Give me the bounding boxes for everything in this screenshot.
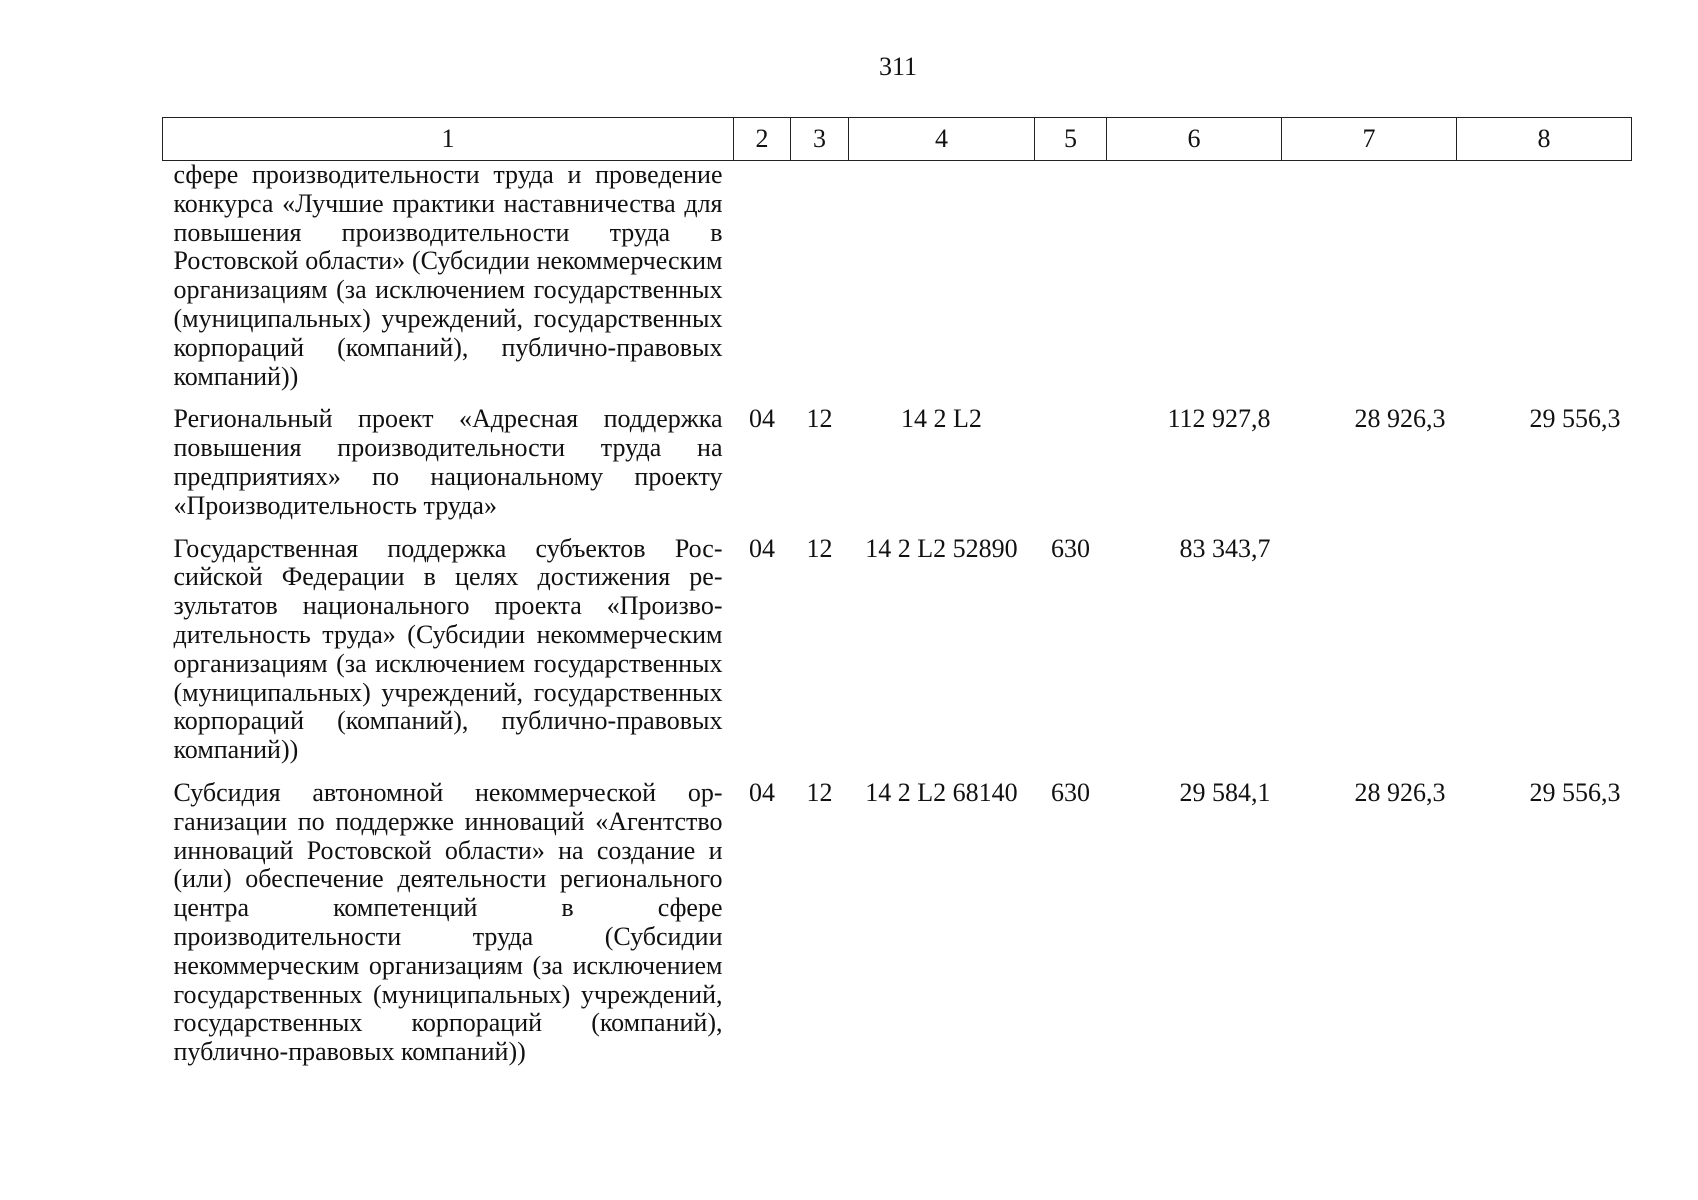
row-description: Субсидия автономной некоммерческой организации по поддержке инноваций «Агентство инноваций Ростовской области» на создание и (или) обеспечение деятельности регионального центра компетенций в сфере производительности труда (Субсидии некоммерческим организациям (за исключением государственных (муниципальных) учреждений, государственных корпораций (компаний), публично-правовых компаний))	[173, 777, 723, 1067]
table-row	[163, 779, 1632, 1081]
row-expense-type: 630	[1051, 777, 1090, 807]
row-expense-type	[1035, 161, 1107, 406]
row-target-article: 14 2 L2 68140	[865, 777, 1018, 807]
row-description: Государственная поддержка субъектов Российской Федерации в целях достижения результатов национального проекта «Производительность труда» (Субсидии некоммерческим организациям (за исключением государственных (муниципальных) учреждений, государственных корпораций (компаний), публично-правовых компаний))	[173, 533, 723, 765]
row-section: 04	[749, 533, 775, 563]
row-expense-type: 630	[1051, 533, 1090, 563]
row-amount-3: 29 556,3	[1529, 777, 1621, 807]
row-amount-3	[1457, 535, 1632, 779]
column-header-7: 7	[1282, 118, 1457, 161]
row-amount-1: 112 927,8	[1167, 404, 1271, 434]
row-description: сфере производительности труда и проведение конкурса «Лучшие практики наставничества для повышения производительности труда в Ростовской области» (Субсидии некоммерческим организациям (за исключением государственных (муниципальных) учреждений, государственных корпораций (компаний), публично-правовых компаний))	[173, 160, 723, 391]
column-header-1: 1	[163, 118, 734, 161]
column-header-3: 3	[791, 118, 849, 161]
row-section: 04	[749, 777, 775, 807]
row-section: 04	[749, 404, 775, 434]
column-header-8: 8	[1457, 118, 1632, 161]
row-amount-1	[1107, 161, 1282, 406]
row-amount-2: 28 926,3	[1354, 777, 1446, 807]
row-amount-1: 83 343,7	[1179, 533, 1271, 563]
budget-table	[162, 117, 1632, 1081]
table-row	[163, 405, 1632, 534]
column-header-2: 2	[734, 118, 791, 161]
row-expense-type	[1035, 405, 1107, 534]
column-header-4: 4	[849, 118, 1035, 161]
row-subsection: 12	[806, 777, 833, 807]
row-subsection: 12	[806, 533, 833, 563]
table-row	[163, 161, 1632, 406]
row-subsection: 12	[806, 404, 833, 434]
row-amount-1: 29 584,1	[1179, 777, 1271, 807]
row-amount-2: 28 926,3	[1354, 404, 1446, 434]
row-description: Региональный проект «Адресная поддержка повышения производительности труда на предприятиях» по национальному проекту «Производительность труда»	[173, 404, 723, 520]
header-row	[163, 118, 1632, 161]
row-amount-2	[1282, 161, 1457, 406]
page-number: 311	[878, 52, 918, 81]
row-subsection	[791, 161, 849, 406]
row-section	[734, 161, 791, 406]
row-target-article	[849, 161, 1035, 406]
table-row	[163, 535, 1632, 779]
column-header-5: 5	[1035, 118, 1107, 161]
row-target-article: 14 2 L2 52890	[865, 533, 1018, 563]
row-amount-3	[1457, 161, 1632, 406]
row-target-article: 14 2 L2	[901, 404, 982, 434]
row-amount-2	[1282, 535, 1457, 779]
column-header-6: 6	[1107, 118, 1282, 161]
row-amount-3: 29 556,3	[1529, 404, 1621, 434]
